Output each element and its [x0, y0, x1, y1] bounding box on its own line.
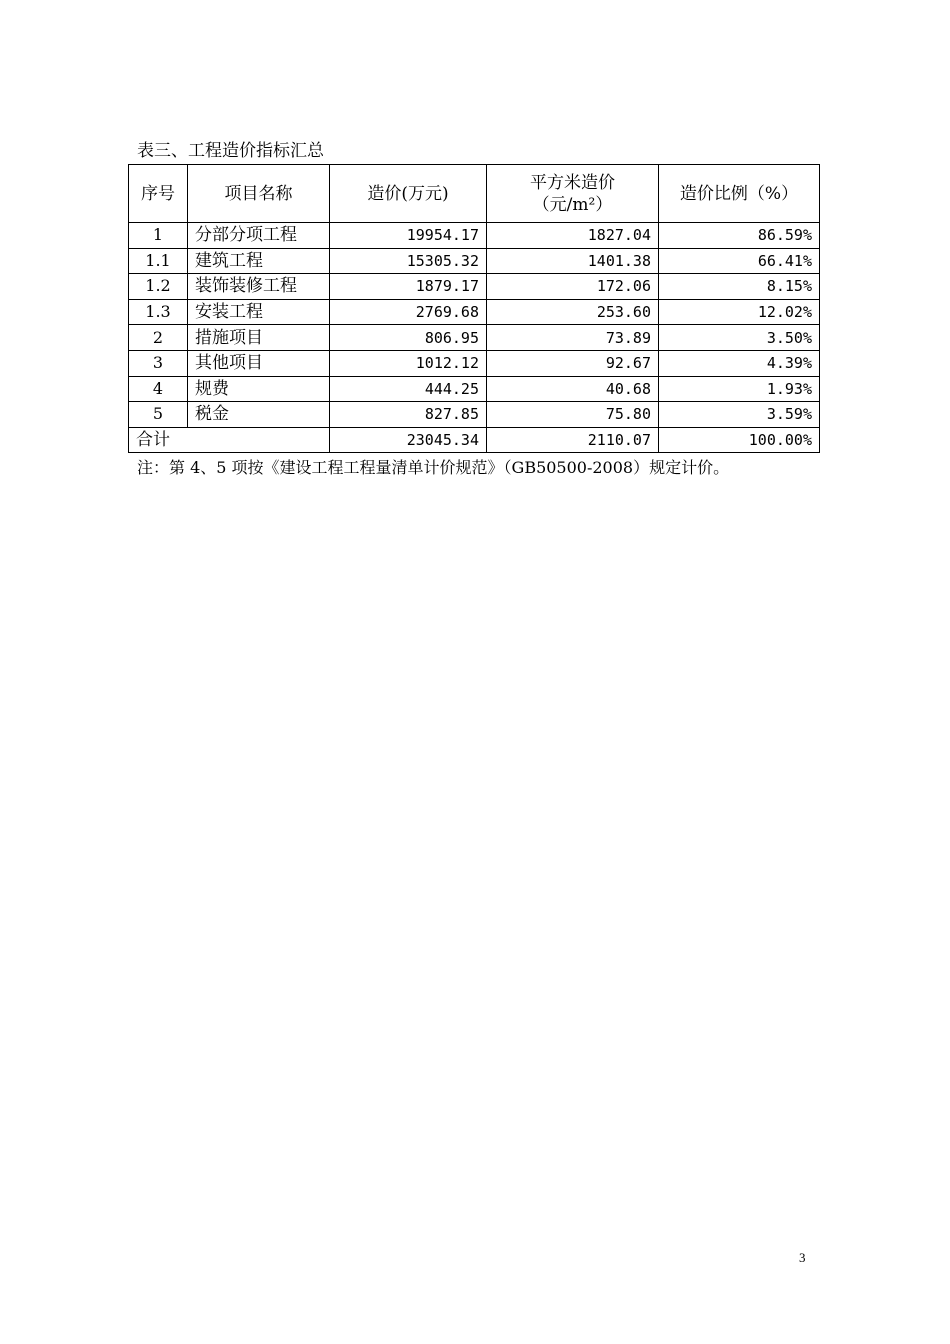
total-ratio: 100.00% — [659, 427, 820, 453]
row-ratio: 12.02% — [659, 299, 820, 325]
row-seq: 4 — [129, 376, 188, 402]
row-cost: 444.25 — [330, 376, 487, 402]
row-cost: 15305.32 — [330, 248, 487, 274]
row-unit-cost: 40.68 — [487, 376, 659, 402]
header-cost: 造价(万元) — [330, 165, 487, 223]
header-ratio: 造价比例（%） — [659, 165, 820, 223]
table-row — [129, 299, 820, 325]
table-row — [129, 402, 820, 428]
row-seq: 3 — [129, 350, 188, 376]
page-number: 3 — [799, 1250, 806, 1265]
row-name: 分部分项工程 — [188, 223, 330, 249]
row-ratio: 66.41% — [659, 248, 820, 274]
header-unit-cost — [487, 165, 659, 223]
row-name: 安装工程 — [188, 299, 330, 325]
row-name: 装饰装修工程 — [188, 274, 330, 300]
table-note: 注：第 4、5 项按《建设工程工程量清单计价规范》（GB50500-2008）规定计价。 — [137, 458, 730, 477]
row-unit-cost: 1401.38 — [487, 248, 659, 274]
row-unit-cost: 253.60 — [487, 299, 659, 325]
row-cost: 1012.12 — [330, 350, 487, 376]
row-ratio: 8.15% — [659, 274, 820, 300]
row-cost: 19954.17 — [330, 223, 487, 249]
row-cost: 1879.17 — [330, 274, 487, 300]
row-cost: 2769.68 — [330, 299, 487, 325]
table-caption: 表三、工程造价指标汇总 — [137, 141, 324, 161]
table-body — [129, 223, 820, 428]
table-row — [129, 325, 820, 351]
table-row — [129, 248, 820, 274]
table-header-row — [129, 165, 820, 223]
row-unit-cost: 1827.04 — [487, 223, 659, 249]
header-seq: 序号 — [129, 165, 188, 223]
row-unit-cost: 73.89 — [487, 325, 659, 351]
row-seq: 1.2 — [129, 274, 188, 300]
row-ratio: 4.39% — [659, 350, 820, 376]
header-name: 项目名称 — [188, 165, 330, 223]
total-cost: 23045.34 — [330, 427, 487, 453]
row-seq: 1.1 — [129, 248, 188, 274]
table-row — [129, 350, 820, 376]
row-name: 规费 — [188, 376, 330, 402]
row-ratio: 3.59% — [659, 402, 820, 428]
row-ratio: 86.59% — [659, 223, 820, 249]
table-row — [129, 274, 820, 300]
row-ratio: 3.50% — [659, 325, 820, 351]
table-row — [129, 376, 820, 402]
row-seq: 1.3 — [129, 299, 188, 325]
table-row — [129, 223, 820, 249]
header-unit-cost-line2: （元/m²） — [532, 194, 613, 215]
row-name: 税金 — [188, 402, 330, 428]
row-cost: 827.85 — [330, 402, 487, 428]
row-unit-cost: 75.80 — [487, 402, 659, 428]
row-name: 建筑工程 — [188, 248, 330, 274]
row-name: 措施项目 — [188, 325, 330, 351]
row-unit-cost: 172.06 — [487, 274, 659, 300]
table-total-row — [129, 427, 820, 453]
total-label: 合计 — [129, 427, 330, 453]
row-unit-cost: 92.67 — [487, 350, 659, 376]
row-seq: 5 — [129, 402, 188, 428]
row-cost: 806.95 — [330, 325, 487, 351]
total-unit-cost: 2110.07 — [487, 427, 659, 453]
cost-summary-table — [128, 164, 820, 453]
row-seq: 1 — [129, 223, 188, 249]
row-ratio: 1.93% — [659, 376, 820, 402]
header-unit-cost-line1: 平方米造价 — [530, 172, 615, 193]
row-seq: 2 — [129, 325, 188, 351]
row-name: 其他项目 — [188, 350, 330, 376]
